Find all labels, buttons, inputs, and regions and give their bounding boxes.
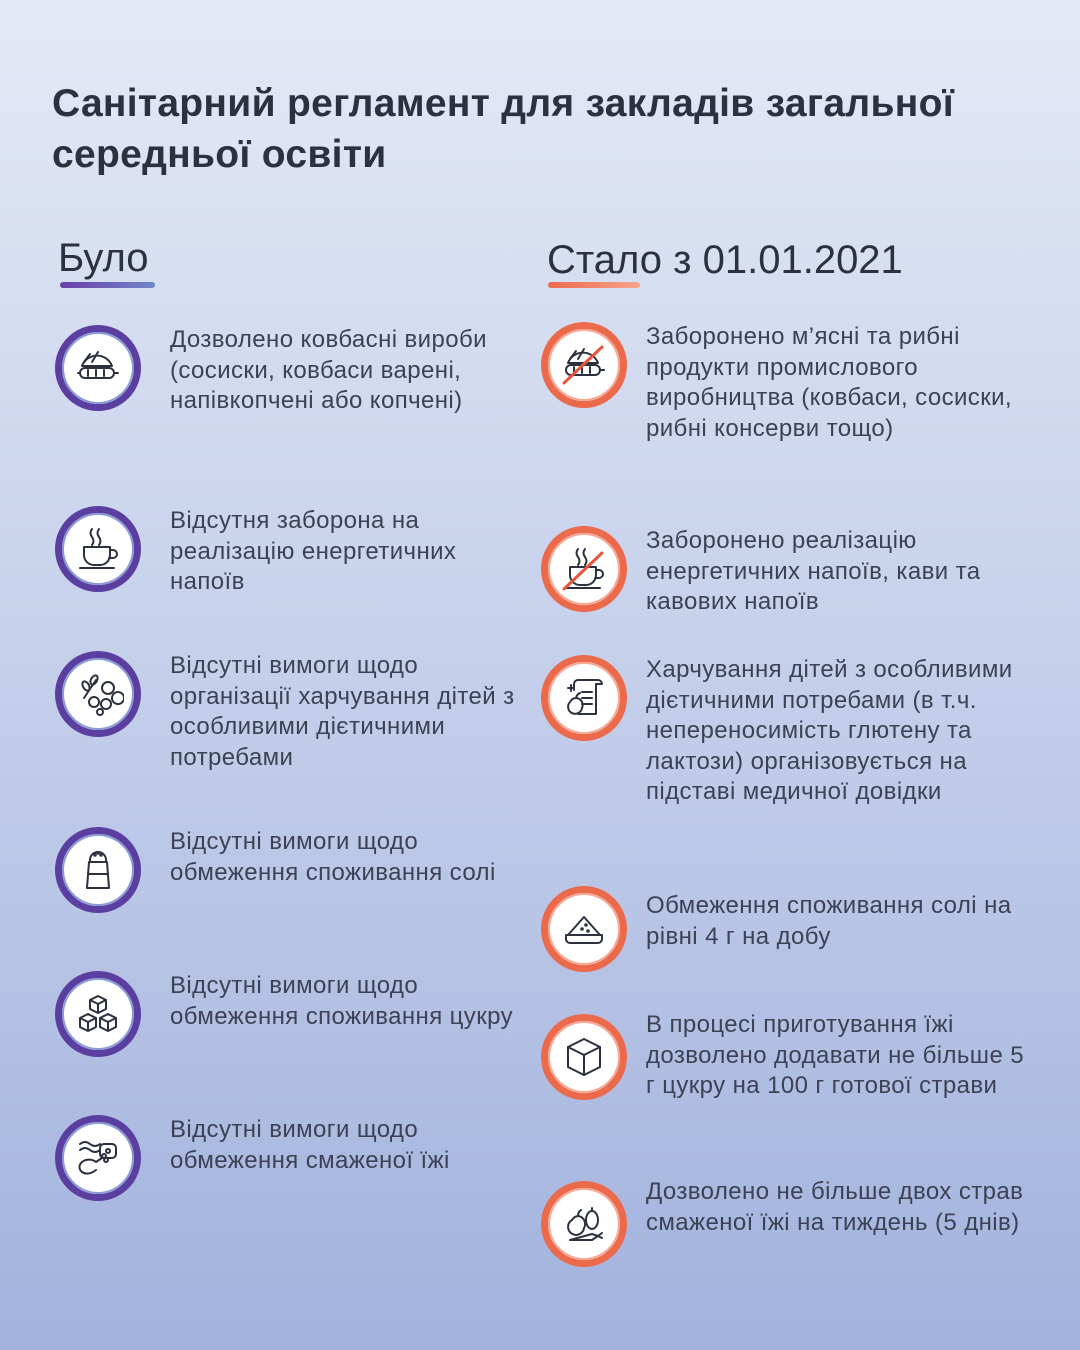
sausage-icon	[55, 325, 141, 411]
sugar-cube-icon	[541, 1014, 627, 1100]
no-sausage-icon	[541, 322, 627, 408]
coffee-cup-icon	[55, 506, 141, 592]
after-item-text: Заборонено реалізацію енергетичних напоїв, кави та кавових напоїв	[646, 527, 981, 615]
column-heading-before: Було	[58, 236, 149, 280]
fruits-vegetables-icon	[541, 1181, 627, 1267]
no-coffee-icon	[541, 526, 627, 612]
before-item-text: Відсутня заборона на реалізацію енергетичних напоїв	[170, 507, 457, 595]
before-item-text: Відсутні вимоги щодо обмеження споживання цукру	[170, 972, 513, 1030]
before-item-text: Відсутні вимоги щодо обмеження смаженої їжі	[170, 1116, 450, 1174]
fried-food-icon	[55, 1115, 141, 1201]
page-title: Санітарний регламент для закладів загальної середньої освіти	[52, 82, 954, 176]
before-item-text: Дозволено ковбасні вироби (сосиски, ковбаси варені, напівкопчені або копчені)	[170, 326, 487, 414]
heading-underline-after	[548, 282, 640, 288]
column-heading-after: Стало з 01.01.2021	[547, 238, 903, 282]
sugar-cubes-icon	[55, 971, 141, 1057]
after-item-text: Обмеження споживання солі на рівні 4 г на добу	[646, 892, 1012, 950]
salt-shaker-icon	[55, 827, 141, 913]
after-item-text: Дозволено не більше двох страв смаженої їжі на тиждень (5 днів)	[646, 1178, 1024, 1236]
after-item-text: В процесі приготування їжі дозволено додавати не більше 5 г цукру на 100 г готової страви	[646, 1011, 1025, 1099]
salt-pile-icon	[541, 886, 627, 972]
heading-underline-before	[60, 282, 155, 288]
before-item-text: Відсутні вимоги щодо обмеження споживання солі	[170, 828, 496, 886]
before-item-text: Відсутні вимоги щодо організації харчування дітей з особливими дієтичними потребами	[170, 652, 515, 771]
after-item-text: Харчування дітей з особливими дієтичними потребами (в т.ч. непереносимість глютену та лактози) організовується на підставі медичної довідки	[646, 656, 1013, 805]
allergens-icon	[55, 651, 141, 737]
after-item-text: Заборонено м’ясні та рибні продукти промислового виробництва (ковбаси, сосиски, рибні консерви тощо)	[646, 323, 1012, 442]
medical-note-icon	[541, 655, 627, 741]
